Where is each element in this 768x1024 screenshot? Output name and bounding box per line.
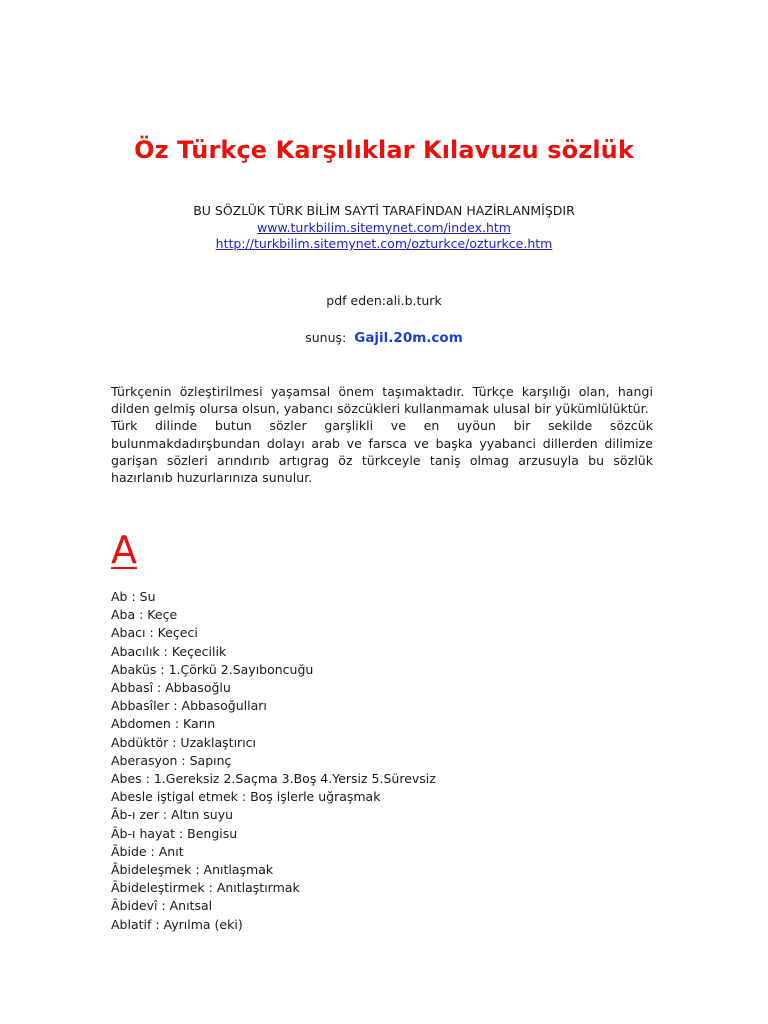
sunus-line	[0, 330, 768, 346]
list-item: Āb-ı zer : Altın suyu	[111, 807, 234, 823]
list-item: Ab : Su	[111, 589, 156, 604]
intro-paragraph-2: Türk dilinde butun sözler garşlikli ve en uyöun bir sekilde sözcük bulunmakdadırşbundan dolayı arab ve farsca ve başka yyabanci dillerden dilimize garişan sözleri arındırıb artıgrag öz türkceyle taniş olmag arzusuyla bu sözlük hazırlanıb huzurlarınıza sunulur.	[111, 418, 653, 486]
list-item: Abaküs : 1.Çörkü 2.Sayıboncuğu	[111, 661, 314, 677]
list-item: Abbasîler : Abbasoğulları	[111, 698, 267, 714]
link-ozturkce[interactable]: http://turkbilim.sitemynet.com/ozturkce/ozturkce.htm	[215, 236, 553, 251]
intro-text	[111, 383, 653, 486]
section-letter: A	[111, 528, 137, 572]
list-item: Abdüktör : Uzaklaştırıcı	[111, 734, 257, 750]
document-title: Öz Türkçe Karşılıklar Kılavuzu sözlük	[134, 136, 634, 164]
sunus-label: sunuş:	[305, 330, 347, 345]
list-item: Abacılık : Keçecilik	[111, 643, 227, 659]
list-item: Ābide : Anıt	[111, 843, 184, 859]
source-block	[0, 203, 768, 253]
list-item: Ābideleştirmek : Anıtlaştırmak	[111, 880, 300, 896]
list-item: Ablatif : Ayrılma (eki)	[111, 916, 243, 932]
link-index[interactable]: www.turkbilim.sitemynet.com/index.htm	[257, 219, 511, 235]
intro-paragraph-1: Türkçenin özleştirilmesi yaşamsal önem taşımaktadır. Türkçe karşılığı olan, hangi dilden gelmiş olursa olsun, yabancı sözcükleri kullanmamak ulusal bir yükümlülüktür.	[111, 384, 653, 417]
entry-list	[111, 588, 671, 934]
list-item: Ābidevî : Anıtsal	[111, 898, 213, 914]
list-item: Āb-ı hayat : Bengisu	[111, 825, 238, 841]
list-item: Aba : Keçe	[111, 607, 178, 623]
list-item: Aberasyon : Sapınç	[111, 752, 232, 768]
list-item: Abesle iştigal etmek : Boş işlerle uğraşmak	[111, 789, 381, 805]
list-item: Abacı : Keçeci	[111, 625, 198, 641]
pdf-credit: pdf eden:ali.b.turk	[326, 293, 442, 308]
byline: BU SÖZLÜK TÜRK BİLİM SAYTİ TARAFİNDAN HAZİRLANMİŞDIR	[193, 203, 575, 218]
sunus-site: Gajil.20m.com	[354, 330, 463, 346]
list-item: Abes : 1.Gereksiz 2.Saçma 3.Boş 4.Yersiz 5.Sürevsiz	[111, 771, 436, 787]
list-item: Abdomen : Karın	[111, 716, 216, 732]
list-item: Ābideleşmek : Anıtlaşmak	[111, 862, 274, 878]
list-item: Abbasî : Abbasoğlu	[111, 680, 231, 696]
